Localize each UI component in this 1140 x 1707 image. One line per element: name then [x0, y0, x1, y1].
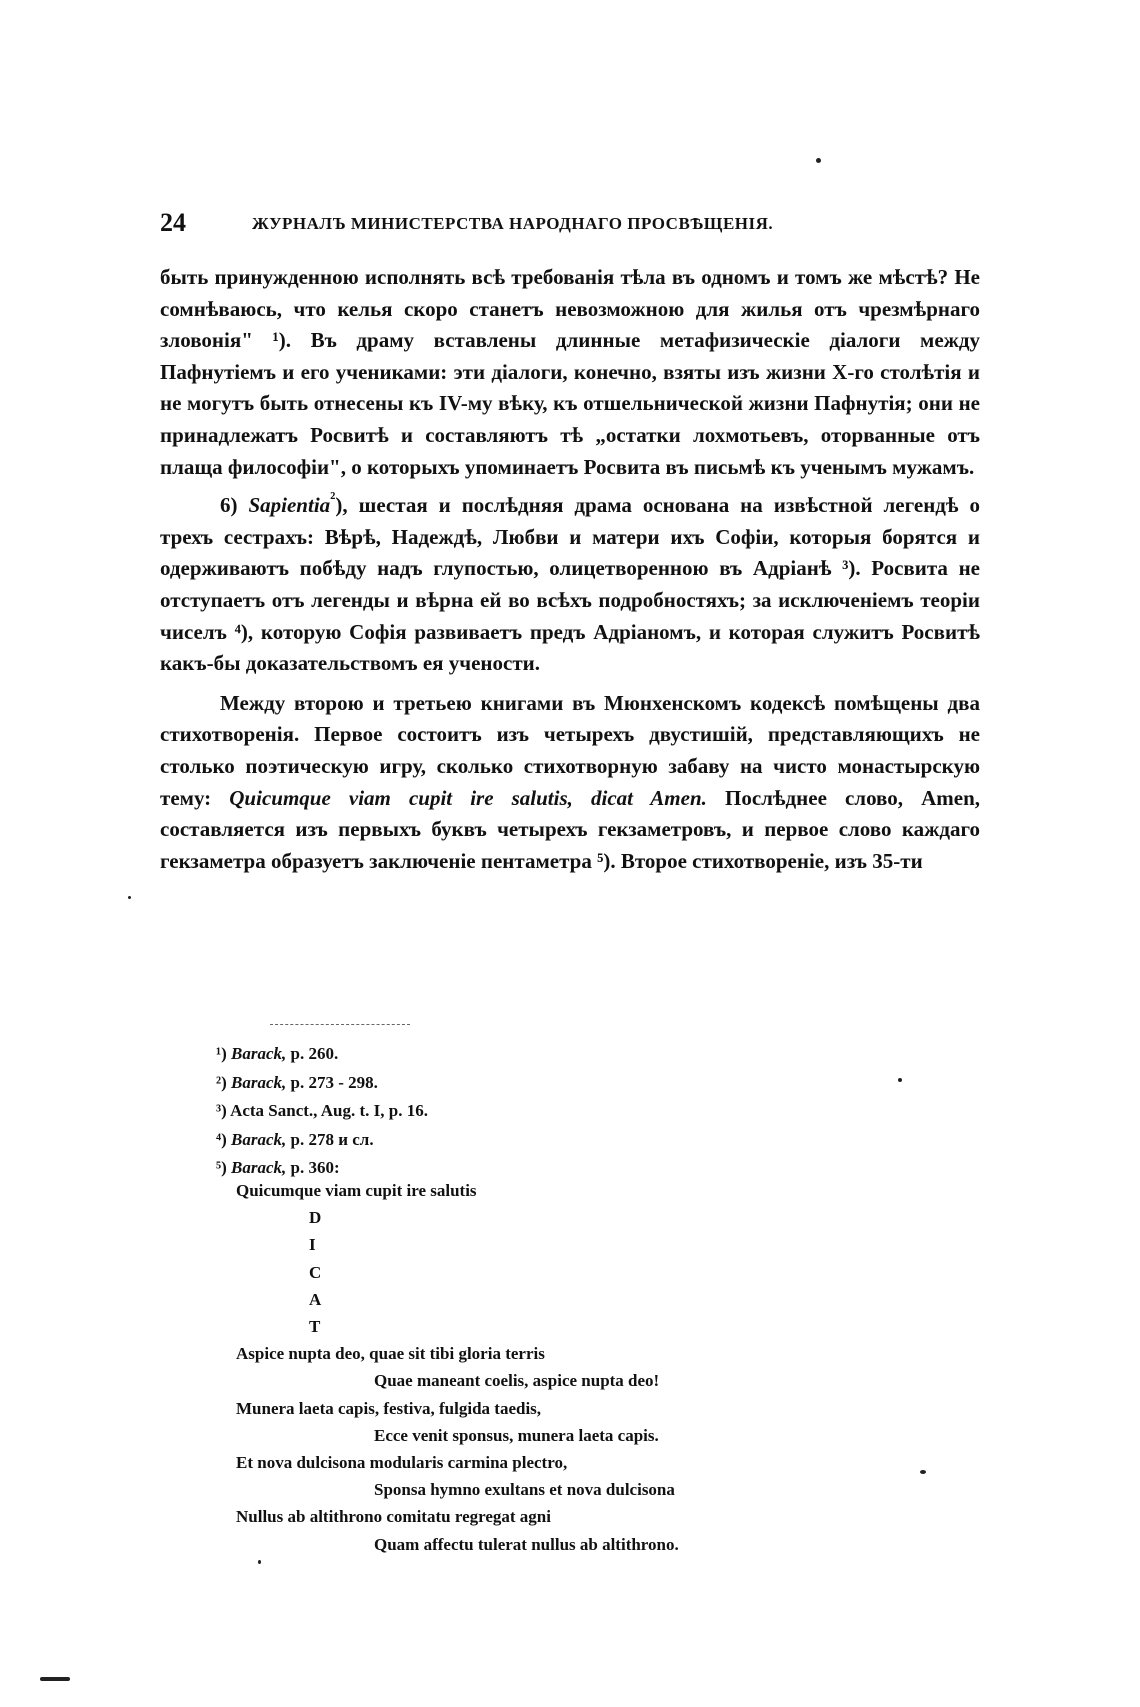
body-text	[160, 262, 980, 877]
footnote-ref: ²	[330, 488, 336, 509]
poem-line: Et nova dulcisona modularis carmina plectro,	[236, 1453, 568, 1473]
footnote-author: Barack,	[231, 1129, 287, 1149]
paragraph-2	[160, 483, 980, 680]
page-number: 24	[160, 208, 186, 237]
latin-quote: Quicumque viam cupit ire salutis, dicat Amen.	[229, 785, 707, 810]
poem-line: Sponsa hymno exultans et nova dulcisona	[374, 1480, 675, 1500]
poem-line: Munera laeta capis, festiva, fulgida taedis,	[236, 1398, 542, 1418]
scan-speck	[40, 1677, 70, 1681]
footnote-text: p. 360:	[286, 1158, 340, 1178]
acrostic-letter: T	[309, 1317, 321, 1337]
scan-speck	[920, 1470, 926, 1474]
footnote-mark: ⁴)	[216, 1129, 227, 1149]
paragraph-3-text-b: Послѣднее слово, Amen, составляется изъ первыхъ буквъ четырехъ гекзаметровъ, и первое слово каждаго гекзаметра образуетъ заключеніе пентаметра ⁵). Второе стихотвореніе, изъ 35-ти	[160, 785, 981, 873]
scan-speck	[258, 1560, 261, 1564]
item-number: 6)	[220, 493, 238, 518]
acrostic-letter: A	[309, 1289, 322, 1309]
footnote-author: Barack,	[231, 1072, 287, 1092]
footnote-text: p. 260.	[286, 1044, 339, 1063]
footnote-author: Barack,	[231, 1044, 287, 1063]
footnote	[216, 1040, 976, 1069]
scan-speck	[128, 896, 131, 899]
footnote-mark: ⁵)	[216, 1158, 227, 1178]
footnote-text: p. 278 и сл.	[286, 1129, 374, 1149]
work-title: Sapientia	[248, 493, 331, 518]
paragraph-3	[160, 688, 980, 878]
footnote-text: Acta Sanct., Aug. t. I, p. 16.	[230, 1101, 428, 1121]
acrostic-letter: C	[309, 1262, 322, 1282]
footnote	[216, 1069, 976, 1098]
poem-line: Ecce venit sponsus, munera laeta capis.	[374, 1425, 659, 1445]
paragraph-2-text: ), шестая и послѣдняя драма основана на извѣстной легендѣ о трехъ сестрахъ: Вѣрѣ, Надеждѣ, Любви и матери ихъ Софіи, которыя борятся и одерживаютъ побѣду надъ глупостью, олицетворенною въ Адріанѣ ³). Росвита не отступаетъ отъ легенды и вѣрна ей во всѣхъ подробностяхъ; за исключеніемъ теоріи чиселъ ⁴), которую Софія развиваетъ предъ Адріаномъ, и которая служитъ Росвитѣ какъ-бы доказательствомъ ея учености.	[160, 493, 980, 676]
footnote-mark: ¹)	[216, 1044, 227, 1063]
poem-line: Aspice nupta deo, quae sit tibi gloria terris	[236, 1344, 545, 1364]
footnote-mark: ³)	[216, 1101, 227, 1121]
poem	[236, 1177, 936, 1558]
acrostic-letter: I	[309, 1235, 316, 1255]
poem-line: Nullus ab altithrono comitatu regregat agni	[236, 1507, 551, 1527]
poem-first-line: Quicumque viam cupit ire salutis	[236, 1181, 477, 1200]
poem-line: Quam affectu tulerat nullus ab altithrono.	[374, 1534, 679, 1554]
footnote	[216, 1126, 976, 1155]
poem-line: Quae maneant coelis, aspice nupta deo!	[374, 1371, 660, 1391]
footnote-author: Barack,	[231, 1158, 287, 1178]
running-head: ЖУРНАЛЪ МИНИСТЕРСТВА НАРОДНАГО ПРОСВѢЩЕНІЯ.	[252, 214, 774, 233]
footnotes	[216, 1040, 976, 1183]
paragraph-3-text-a: Между второю и третьею книгами въ Мюнхенскомъ кодексѣ помѣщены два стихотворенія. Первое состоитъ изъ четырехъ двустишій, представляющихъ не столько поэтическую игру, сколько стихотворную забаву на чисто монастырскую тему:	[160, 690, 980, 810]
footnote-separator	[270, 1024, 410, 1025]
acrostic-letter: D	[309, 1208, 322, 1228]
footnote	[216, 1097, 976, 1126]
footnote-mark: ²)	[216, 1072, 227, 1092]
scan-speck	[816, 158, 821, 163]
scan-speck	[898, 1078, 902, 1082]
paragraph-1: быть принужденною исполнять всѣ требованія тѣла въ одномъ и томъ же мѣстѣ? Не сомнѣваюсь, что келья скоро станетъ невозможною для жилья отъ чрезмѣрнаго зловонія" ¹). Въ драму вставлены длинные метафизическіе діалоги между Пафнутіемъ и его учениками: эти діалоги, конечно, взяты изъ жизни X-го столѣтія и не могутъ быть отнесены къ IV-му вѣку, къ отшельнической жизни Пафнутія; они не принадлежатъ Росвитѣ и составляютъ тѣ „остатки лохмотьевъ, оторванные отъ плаща философіи", о которыхъ упоминаетъ Росвита въ письмѣ къ ученымъ мужамъ.	[160, 265, 980, 479]
footnote-text: p. 273 - 298.	[286, 1072, 378, 1092]
